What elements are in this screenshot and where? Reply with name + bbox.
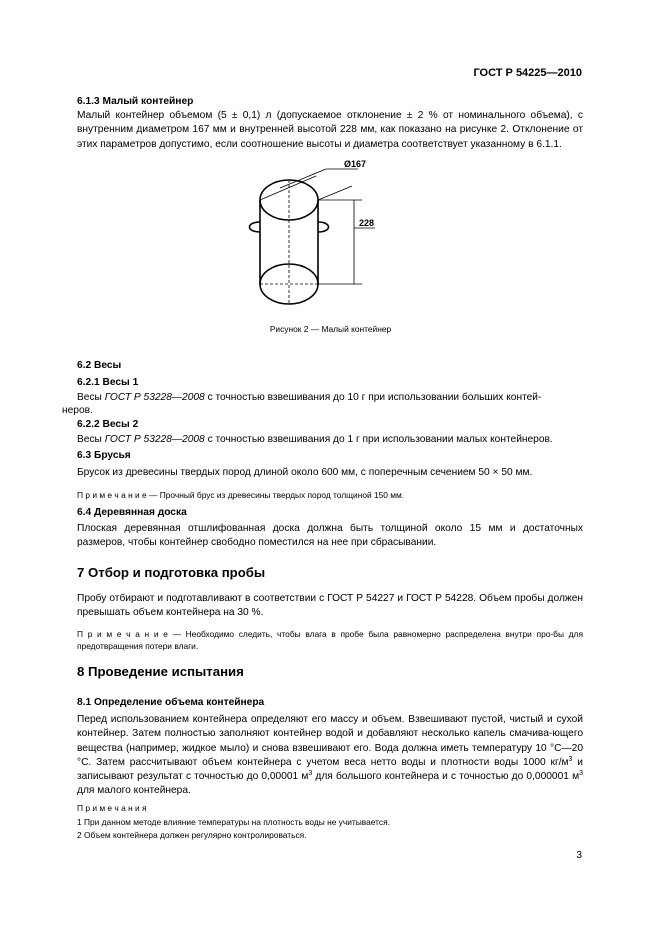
paragraph-6-3: Брусок из древесины твердых пород длиной около 600 мм, с поперечным сечением 50 × 50 мм. xyxy=(77,467,533,478)
heading-6-2: 6.2 Весы xyxy=(77,360,122,371)
paragraph-6-2-1-cont: неров. xyxy=(62,405,93,416)
height-label: 228 xyxy=(359,218,375,228)
heading-6-2-1: 6.2.1 Весы 1 xyxy=(77,377,139,388)
heading-6-2-2: 6.2.2 Весы 2 xyxy=(77,419,139,430)
document-header: ГОСТ Р 54225—2010 xyxy=(473,67,582,79)
figure-caption: Рисунок 2 — Малый контейнер xyxy=(269,324,392,334)
paragraph-8-1: Перед использованием контейнера определяют его массу и объем. Взвешивают пустой, чистый и сухой контейнер. Затем полностью заполняют контейнер водой и добавляют несколько капель смачива-ющего вещества (например, жидкое мыло) и снова взвешивают его. Вода должна иметь температуру 10 °С—20 °С. Затем рассчитывают объем контейнера с учетом веса нетто воды и плотности воды 1000 $кг/м^3$ и записывают результат с точностью до 0,00001 $м^3$ для большого контейнера и с точностью до 0,000001 $м^3$ для малого контейнера. xyxy=(77,714,583,797)
note-8-1: 1 При данном методе влияние температуры на плотность воды не учитывается. xyxy=(77,817,390,827)
heading-6-1-3: 6.1.3 Малый контейнер xyxy=(77,96,194,107)
notes-label-8: П р и м е ч а н и я xyxy=(77,803,147,813)
paragraph-7: Пробу отбирают и подготавливают в соответствии с ГОСТ Р 54227 и ГОСТ Р 54228. Объем пробы должен превышать объем контейнера на 30 %. xyxy=(77,593,583,619)
diameter-dimension-line xyxy=(280,169,326,188)
note-8-2: 2 Объем контейнера должен регулярно контролироваться. xyxy=(77,830,307,840)
reference-gost-53228: ГОСТ Р 53228—2008 xyxy=(104,392,205,403)
paragraph-6-2-1: Весы ГОСТ Р 53228—2008 с точностью взвешивания до 10 г при использовании больших контей- xyxy=(77,392,542,403)
heading-section-8: 8 Проведение испытания xyxy=(77,664,244,679)
right-handle xyxy=(318,222,329,232)
left-handle xyxy=(250,222,261,232)
note-6-3: П р и м е ч а н и е — Прочный брус из древесины твердых пород толщиной 150 мм. xyxy=(77,490,405,500)
paragraph-6-4: Плоская деревянная отшлифованная доска должна быть толщиной около 15 мм и достаточных размеров, чтобы контейнер свободно поместился на нее при сбрасывании. xyxy=(77,523,583,549)
small-container-figure xyxy=(240,159,380,318)
reference-gost-53228: ГОСТ Р 53228—2008 xyxy=(104,434,205,445)
heading-6-4: 6.4 Деревянная доска xyxy=(77,507,187,518)
page-number: 3 xyxy=(576,850,582,861)
paragraph-6-2-2: Весы ГОСТ Р 53228—2008 с точностью взвешивания до 1 г при использовании малых контейнеров. xyxy=(77,434,553,445)
diameter-label: Ø167 xyxy=(344,159,367,169)
heading-6-3: 6.3 Брусья xyxy=(77,450,131,461)
heading-8-1: 8.1 Определение объема контейнера xyxy=(77,697,265,708)
paragraph-6-1-3: Малый контейнер объемом (5 ± 0,1) л (допускаемое отклонение ± 2 % от номинального объема), с внутренним диаметром 167 мм и внутренней высотой 228 мм, как показано на рисунке 2. Отклонение от этих параметров допустимо, если соотношение высоты и диаметра соответствует указанному в 6.1.1. xyxy=(77,110,583,150)
note-7: П р и м е ч а н и е — Необходимо следить, чтобы влага в пробе была равномерно распределена внутри про-бы для предотвращения потери влаги. xyxy=(77,629,583,651)
heading-section-7: 7 Отбор и подготовка пробы xyxy=(77,565,266,580)
